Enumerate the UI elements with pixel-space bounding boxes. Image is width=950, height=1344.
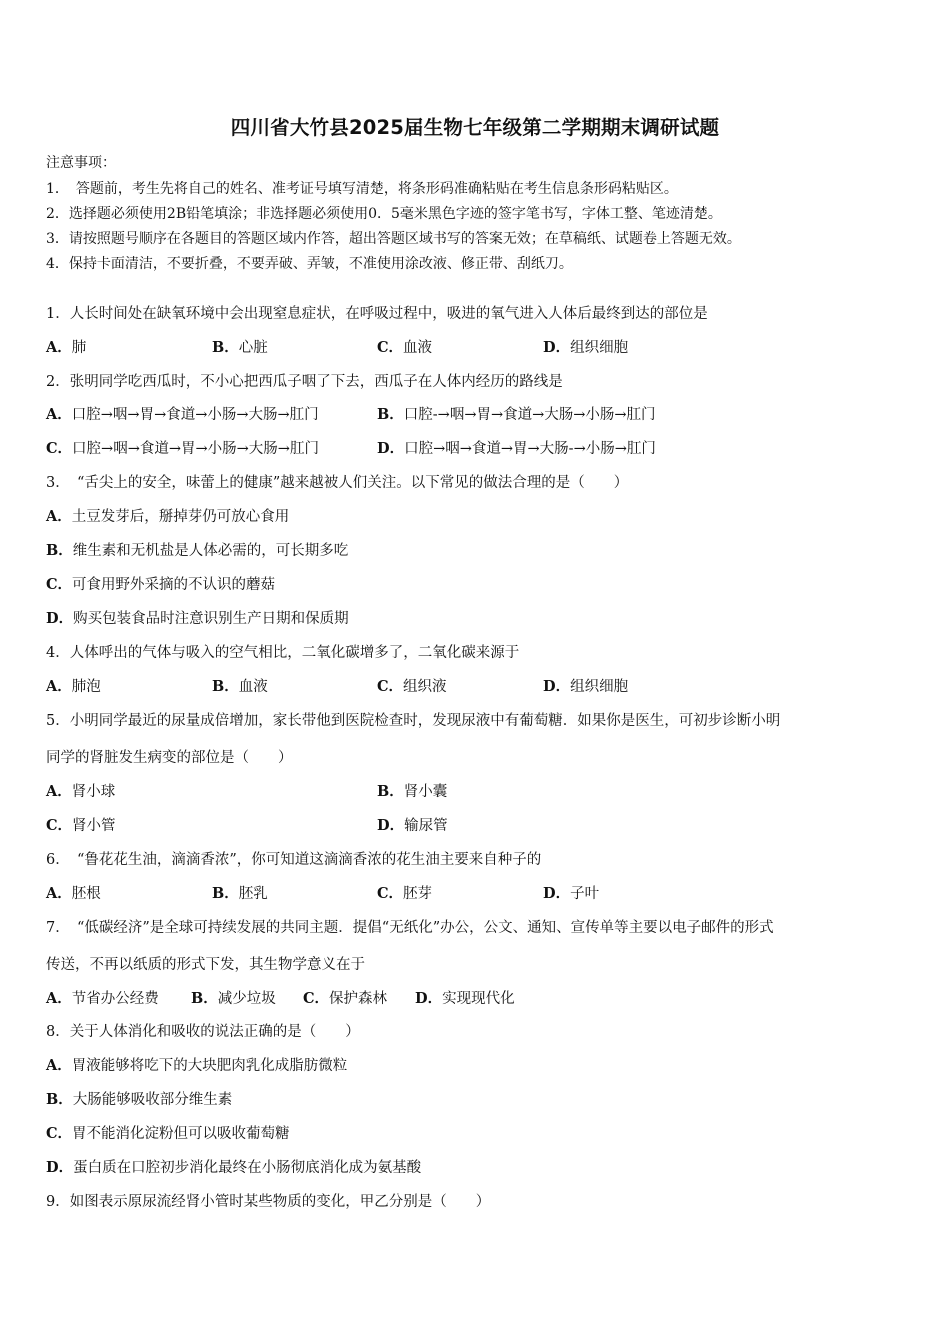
- option: [377, 336, 432, 357]
- option-label: D．: [543, 339, 571, 356]
- option-text: 口腔→咽→食道→胃→大肠-→小肠→肛门: [404, 441, 656, 457]
- option-label: C．: [377, 678, 404, 695]
- question-stem: 2．张明同学吃西瓜时，不小心把西瓜子咽了下去，西瓜子在人体内经历的路线是: [46, 374, 563, 390]
- option: [543, 882, 599, 903]
- question-stem: 3． “舌尖上的安全，味蕾上的健康”越来越被人们关注。以下常见的做法合理的是（ ）: [46, 475, 629, 491]
- option-text: 组织细胞: [570, 679, 629, 695]
- option-label: D．: [415, 990, 443, 1007]
- option: [543, 336, 628, 357]
- option: [46, 1122, 290, 1143]
- option-text: 肾小球: [71, 784, 116, 800]
- option: [46, 539, 348, 560]
- option: [46, 403, 319, 424]
- option: [212, 675, 268, 696]
- option-label: D．: [377, 817, 405, 834]
- option-text: 胃不能消化淀粉但可以吸收葡萄糖: [72, 1126, 290, 1142]
- option-label: C．: [377, 885, 404, 902]
- option-text: 血液: [238, 679, 268, 695]
- option-label: A．: [46, 406, 72, 423]
- option: [377, 814, 448, 835]
- option-text: 口腔→咽→胃→食道→小肠→大肠→肛门: [71, 407, 319, 423]
- option-text: 组织细胞: [570, 340, 629, 356]
- option-text: 肾小管: [72, 818, 116, 834]
- option-label: C．: [377, 339, 404, 356]
- option-label: B．: [377, 406, 404, 423]
- option-label: C．: [46, 817, 73, 834]
- option-label: A．: [46, 1057, 72, 1074]
- option-label: B．: [212, 678, 239, 695]
- option-text: 肾小囊: [403, 784, 448, 800]
- question-stem-continued: 同学的肾脏发生病变的部位是（ ）: [46, 750, 293, 766]
- option-label: A．: [46, 990, 72, 1007]
- option: [377, 437, 656, 458]
- option: [377, 882, 432, 903]
- option-text: 保护森林: [329, 991, 388, 1007]
- option-text: 输尿管: [404, 818, 448, 834]
- option-label: B．: [377, 783, 404, 800]
- option-text: 胚乳: [238, 886, 268, 902]
- option-text: 口腔-→咽→胃→食道→大肠→小肠→肛门: [403, 407, 656, 423]
- option-text: 土豆发芽后，掰掉芽仍可放心食用: [71, 509, 290, 525]
- question-stem: 8．关于人体消化和吸收的说法正确的是（ ）: [46, 1024, 360, 1040]
- option: [212, 336, 268, 357]
- option-label: B．: [46, 1091, 73, 1108]
- question-stem: 5．小明同学最近的尿量成倍增加，家长带他到医院检查时，发现尿液中有葡萄糖．如果你是医生，可初步诊断小明: [46, 713, 781, 729]
- option: [46, 336, 86, 357]
- option-text: 可食用野外采摘的不认识的蘑菇: [72, 577, 276, 593]
- option: [46, 1088, 232, 1109]
- option-text: 维生素和无机盐是人体必需的，可长期多吃: [72, 543, 349, 559]
- option-text: 子叶: [570, 886, 600, 902]
- option-text: 胃液能够将吃下的大块肥肉乳化成脂肪微粒: [71, 1058, 348, 1074]
- option-label: C．: [46, 1125, 73, 1142]
- option-text: 肺泡: [71, 679, 101, 695]
- page-title: 四川省大竹县2025届生物七年级第二学期期末调研试题: [230, 116, 720, 139]
- option-label: D．: [543, 678, 571, 695]
- option: [377, 780, 447, 801]
- option: [46, 882, 101, 903]
- question-stem: 6． “鲁花花生油，滴滴香浓”，你可知道这滴滴香浓的花生油主要来自种子的: [46, 852, 542, 868]
- option-label: D．: [46, 610, 74, 627]
- option-text: 购买包装食品时注意识别生产日期和保质期: [73, 611, 349, 627]
- note-item: 1． 答题前，考生先将自己的姓名、准考证号填写清楚，将条形码准确粘贴在考生信息条形码粘贴区。: [46, 181, 678, 197]
- option: [46, 607, 349, 628]
- option-label: A．: [46, 339, 72, 356]
- option-text: 蛋白质在口腔初步消化最终在小肠彻底消化成为氨基酸: [73, 1160, 422, 1176]
- option: [46, 437, 319, 458]
- option-text: 胚芽: [403, 886, 433, 902]
- option-label: B．: [46, 542, 73, 559]
- option: [46, 1156, 421, 1177]
- option-text: 减少垃圾: [217, 991, 276, 1007]
- option-label: B．: [191, 990, 218, 1007]
- notes-heading: 注意事项：: [46, 155, 116, 171]
- note-item: 3．请按照题号顺序在各题目的答题区域内作答，超出答题区域书写的答案无效；在草稿纸、试题卷上答题无效。: [46, 231, 741, 247]
- option-label: C．: [46, 576, 73, 593]
- option: [46, 573, 275, 594]
- option-label: C．: [46, 440, 73, 457]
- option-text: 肺: [71, 340, 87, 356]
- option-label: D．: [46, 1159, 74, 1176]
- option-text: 组织液: [403, 679, 447, 695]
- option-text: 大肠能够吸收部分维生素: [72, 1092, 233, 1108]
- question-stem: 9．如图表示原尿流经肾小管时某些物质的变化，甲乙分别是（ ）: [46, 1194, 491, 1210]
- option: [46, 814, 116, 835]
- option: [303, 987, 387, 1008]
- option-text: 心脏: [238, 340, 268, 356]
- option-label: C．: [303, 990, 330, 1007]
- option-label: A．: [46, 885, 72, 902]
- option: [191, 987, 276, 1008]
- option-text: 实现现代化: [442, 991, 515, 1007]
- question-stem: 7． “低碳经济”是全球可持续发展的共同主题．提倡“无纸化”办公，公文、通知、宣传单等主要以电子邮件的形式: [46, 920, 774, 936]
- option: [46, 780, 115, 801]
- note-item: 4．保持卡面清洁，不要折叠，不要弄破、弄皱，不准使用涂改液、修正带、刮纸刀。: [46, 256, 573, 272]
- option: [46, 987, 159, 1008]
- option: [46, 675, 101, 696]
- option-label: A．: [46, 508, 72, 525]
- note-item: 2．选择题必须使用2B铅笔填涂；非选择题必须使用0．5毫米黑色字迹的签字笔书写，字体工整、笔迹清楚。: [46, 206, 722, 222]
- option-label: D．: [543, 885, 571, 902]
- option: [46, 505, 289, 526]
- option-text: 节省办公经费: [71, 991, 159, 1007]
- option-label: D．: [377, 440, 405, 457]
- option: [377, 403, 656, 424]
- option-label: B．: [212, 885, 239, 902]
- option: [543, 675, 628, 696]
- option-label: A．: [46, 783, 72, 800]
- question-stem: 4．人体呼出的气体与吸入的空气相比，二氧化碳增多了，二氧化碳来源于: [46, 645, 520, 661]
- option-label: B．: [212, 339, 239, 356]
- option-text: 口腔→咽→食道→胃→小肠→大肠→肛门: [72, 441, 319, 457]
- option-text: 血液: [403, 340, 433, 356]
- option: [212, 882, 268, 903]
- option-label: A．: [46, 678, 72, 695]
- option-text: 胚根: [71, 886, 101, 902]
- option: [46, 1054, 347, 1075]
- question-stem-continued: 传送，不再以纸质的形式下发，其生物学意义在于: [46, 957, 365, 973]
- question-stem: 1．人长时间处在缺氧环境中会出现窒息症状，在呼吸过程中，吸进的氧气进入人体后最终到达的部位是: [46, 306, 708, 322]
- option: [377, 675, 447, 696]
- option: [415, 987, 515, 1008]
